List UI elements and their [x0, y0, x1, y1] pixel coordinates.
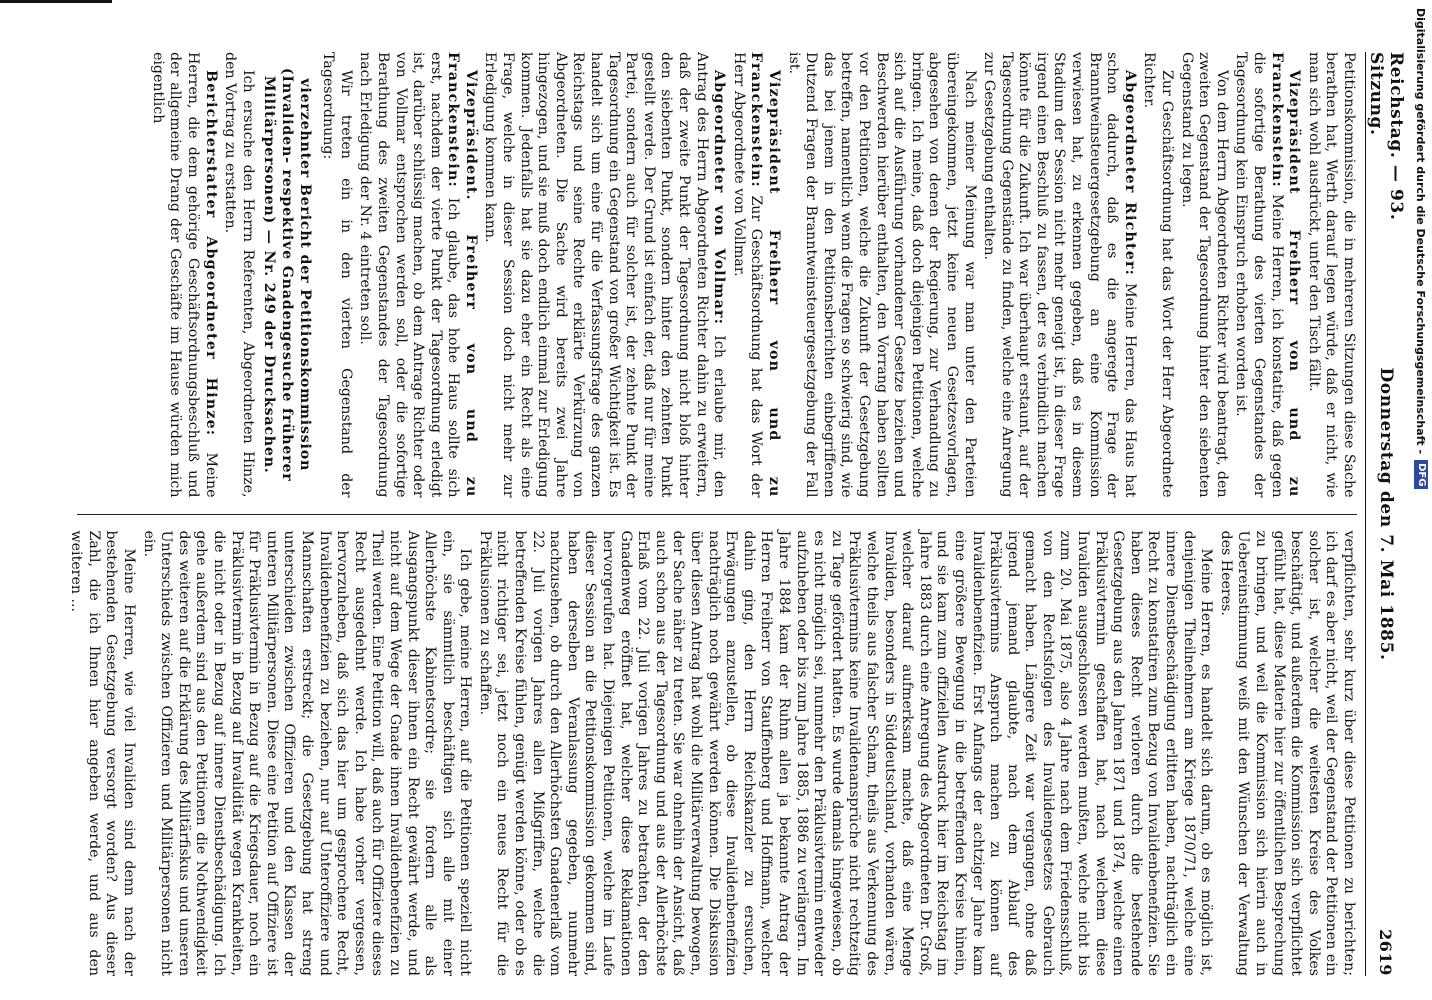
paragraph: [356, 52, 479, 498]
speaker-name: Vizepräsident Freiherr von und zu Franckenstein:: [1268, 52, 1303, 498]
digitization-note-label: Digitalisierung gefördert durch die Deutsche Forschungsgemeinschaft -: [1414, 8, 1428, 455]
paragraph: Nach meiner Meinung war man unter den Parteien übereingekommen, jetzt keine neuen Gesetzesvorlagen, abgesehen von denen der Regierung, zur Verhandlung zu bringen. Ich meine, daß doch diejenigen Petitionen, welche sich auf die Ausführung vorhandener Gesetze beziehen und Beschwerden hierüber enthalten, den Vorrang haben sollten vor den Petitionen, welche die Zukunft der Gesetzgebung betreffen, namentlich wenn die Fragen so schwierig sind, wie das bei jenem in den Petitionsberichten einbegriffenen Dutzend Fragen der Branntweinsteuergesetzgebung der Fall ist.: [785, 52, 978, 498]
paragraph: Zur Geschäftsordnung hat das Wort der Herr Abgeordnete Richter.: [1141, 52, 1176, 498]
top-rule: [0, 0, 112, 3]
speech-text: Ich erlaube mir, den Antrag des Herrn Abgeordneten Richter dahin zu erweitern, daß der zweite Punkt der Tagesordnung nicht bloß hinter den siebenten Punkt, sondern hinter den zehnten Punkt gestellt werde. Der Grund ist einfach der, daß nur für meine Partei, sondern auch für solcher ist, der zehnte Punkt der Tagesordnung ein Gegenstand von großer Wichtigkeit ist. Es handelt sich um eine für die Verfassungsfrage des ganzen Reichstags und seine Rechte erklärte Verkürzung von Abgeordneten. Die Sache wird bereits zwei Jahre hingezogen, und sie muß doch endlich einmal zur Erledigung kommen. Jedenfalls hat sie dazu eher ein Recht als eine Frage, welche in dieser Session doch nicht mehr zur Erledigung kommen kann.: [482, 52, 728, 498]
speech-text: Meine Herren, die dem gehörige Geschäftsordnungsbeschluß und der allgemeine Drang der Geschäfte im Hause würden mich eigentlich: [149, 52, 219, 498]
paragraph: Meine Herren, wie viel Invaliden sind denn nach der bestehenden Gesetzgebung versorgt worden? Aus dieser Zahl, die ich Ihnen hier angeben werde, und aus den weiteren ...: [68, 530, 138, 976]
paragraph: [481, 52, 727, 498]
paragraph: Meine Herren, es handelt sich darum, ob es möglich ist, denjenigen Theilnehmern am Kriege 1870/71, welche eine innere Dienstbeschädigung erlitten haben, nachträglich ein Recht zu konstatiren zum Bezug von Invalidenbenefizien. Sie haben dieses Recht verloren durch die bestehende Gesetzgebung aus den Jahren 1871 und 1874, welche einen Präklusivtermin geschaffen hat, nach welchem diese Invaliden ausgeschlossen werden mußten, welche nicht bis zum 20. Mai 1875, also 4 Jahre nach dem Friedensschluß, von den Rechtsfolgen des Invalidengesetzes Gebrauch gemacht haben. Längere Zeit war vergangen, ohne daß irgend jemand glaubte, nach dem Ablauf des Präklusivtermins Anspruch machen zu können auf Invalidenbenefizien. Erst Anfangs der achtziger Jahre kam eine größere Bewegung in die betreffenden Kreise hinein, und sie kam zum offiziellen Ausdruck hier im Reichstag im Jahre 1883 durch eine Anregung des Abgeordneten Dr. Groß, welcher darauf aufmerksam machte, daß eine Menge Invaliden, besonders in Süddeutschland, vorhanden wären, welche theils aus falscher Scham, theils aus Verkennung des Präklusivtermins keine Invalidenansprüche nicht rechtzeitig zu Tage gefördert hatten. Es wurde damals hingewiesen, ob es nicht möglich sei, nunmehr den Präklusivtermin entweder aufzuheben oder bis zum Jahre 1885, 1886 zu verlängern. Im Jahre 1884 kam der Ruhm allen ja bekannte Antrag der Herren Freiherr von Stauffenberg und Hoffmann, welcher dahin ging, den Herrn Reichskanzler zu ersuchen, Erwägungen anzustellen, ob diese Invalidenbenefizien nachträglich noch gewährt werden können. Die Diskussion über diesen Antrag hat wohl die Militärverwaltung bewogen, der Sache näher zu treten. Sie war ohnehin der Ansicht, daß auch schon aus der Tagesordnung und aus der Allerhöchste Erlaß vom 22. Juli vorigen Jahres zu betrachten, der den Gnadenweg eröffnet hat, welcher diese Reklamationen hervorgerufen hat. Diejenigen Petitionen, welche im Laufe dieser Session an die Petitionskommission gekommen sind, haben derselben Veranlassung gegeben, nunmehr nachzusehen, ob durch den Allerhöchsten Gnadenerlaß vom 22. Juli vorigen Jahres allen Mißgriffen, welche die betreffenden Kreise fühlen, genügt werden könne, oder ob es nicht richtiger sei, jetzt noch ein neues Recht für die Präklusionen zu schaffen.: [476, 530, 1215, 976]
agenda-heading: vierzehnter Bericht der Petitionskommission (Invaliden- respektive Gnadengesuche früherer Militärpersonen) — Nr. 249 der Drucksachen.: [261, 67, 313, 482]
digitization-note-text: [1412, 8, 1430, 888]
speaker-name: Berichterstatter Abgeordneter Hinze:: [202, 70, 219, 437]
paragraph: Wir treten ein in den vierten Gegenstand der Tagesordnung:: [320, 52, 354, 498]
paragraph: Ich gebe, meine Herren, auf die Petitionen speziell nicht ein, sie sämmtlich beschäftigen sich alle mit einer Allerhöchste Kabinetsordre; sie fordern alle als Ausgangspunkt dieser ihnen ein Recht gewährt werde, und nicht auf dem Wege der Gnade ihnen Invalidenbenefizien zu Theil werden. Eine Petition will, daß auch für Offiziere dieses Recht ausgedehnt werde. Ich habe vorher vergessen, hervorzuheben, daß sich das hier um gesprochene Recht, Invalidenbenefizien zu beziehen, nur auf Unteroffiziere und Mannschaften erstreckt; die Gesetzgebung hat streng unterschieden zwischen Offizieren und den Klassen der unteren Militärpersonen. Diese eine Petition auf Offiziere ist für Präklusivtermin in Bezug auf die Kriegsdauer, noch ein Präklusivtermin in Bezug auf Invalidität wegen Krankheiten, die nicht oder in Bezug auf innere Dienstbeschädigung. Ich gehe außerdem sind aus den Petitionen die Nothwendigkeit des weiteren auf die Erklärung des Militärfiskus und unseren Unterschieds zwischen Offizieren und Militärpersonen nicht ein.: [140, 530, 474, 976]
speaker-name: Abgeordneter Richter:: [1121, 70, 1138, 277]
paragraph: Von dem Herrn Abgeordneten Richter wird beantragt, den zweiten Gegenstand der Tagesordnung hinter den siebenten Gegenstand zu legen.: [1178, 52, 1230, 498]
paragraph: [980, 52, 1138, 498]
columns: [68, 52, 1357, 976]
column-divider: [77, 514, 1357, 515]
speech-text: Meine Herren, ich konstatire, daß gegen die sofortige Berathung des vierten Gegenstandes der Tagesordnung kein Einspruch erhoben worden ist.: [1233, 52, 1285, 498]
speech-text: Zur Geschäftsordnung hat das Wort der Herr Abgeordnete von Vollmar.: [730, 52, 765, 498]
running-head-date: Donnerstag den 7. Mai 1885.: [1376, 367, 1396, 661]
paragraph: verpflichten, sehr kurz über diese Petitionen zu berichten; ich darf es aber nicht, weil der Gegenstand der Petitionen ein solcher ist, welcher die weitesten Kreise des Volkes beschäftigt, und außerdem die Kommission sich verpflichtet gefühlt hat, diese Materie hier zur öffentlichen Besprechung zu bringen, und weil die Kommission sich hierin auch in Uebereinstimmung weiß mit den Wünschen der Verwaltung des Heeres.: [1217, 530, 1357, 976]
newspaper-page: [62, 38, 1412, 990]
speech-text: Meine Herren, das Haus hat schon dadurch, daß es die angeregte Frage der Branntweinsteuergesetzgebung an eine Kommission verwiesen hat, zu erkennen gegeben, daß es in diesem Stadium der Session nicht mehr geneigt ist, in dieser Frage irgend einen Beschluß zu fassen, der es verbindlich machen könnte für die Zukunft. Ich war überhaupt erstaunt, auf der Tagesordnung Gegenstände zu finden, welche eine Anregung zur Gesetzgebung enthalten.: [981, 52, 1138, 498]
running-head-left: Reichstag. — 93. Sitzung.: [1366, 52, 1406, 221]
paragraph: [148, 52, 218, 498]
speaker-name: Vizepräsident. Freiherr von und zu Franckenstein:: [445, 52, 479, 498]
paragraph: Ich ersuche den Herrn Referenten, Abgeordneten Hinze, den Vortrag zu erstatten.: [222, 52, 256, 498]
page-number: 2619: [1376, 929, 1396, 976]
speech-text: Ich glaube, das hohe Haus sollte sich erst, nachdem der vierte Punkt der Tagesordnung erledigt ist, darüber schlüssig machen, ob dem Antrage Richter oder von Vollmar entsprochen werden soll, oder die sofortige Berathung des zweiten Gegenstandes der Tagesordnung nach Erledigung der Nr. 4 eintreten soll.: [357, 52, 462, 498]
speaker-name: Vizepräsident Freiherr von und zu Franckenstein:: [748, 52, 782, 498]
paragraph: [1232, 52, 1302, 498]
left-column: [77, 52, 1357, 498]
paragraph: Petitionskommission, die in mehreren Sitzungen diese Sache berathen hat, Werth darauf legen würde, daß er nicht, wie man sich wohl ausdrückt, unter den Tisch fällt.: [1305, 52, 1357, 498]
speaker-name: Abgeordneter von Vollmar:: [711, 70, 728, 326]
running-head: [1365, 52, 1406, 976]
dfg-logo: DFG: [1414, 460, 1428, 489]
paragraph: [729, 52, 782, 498]
digitization-note: [1412, 8, 1430, 888]
right-column: [68, 530, 1357, 977]
